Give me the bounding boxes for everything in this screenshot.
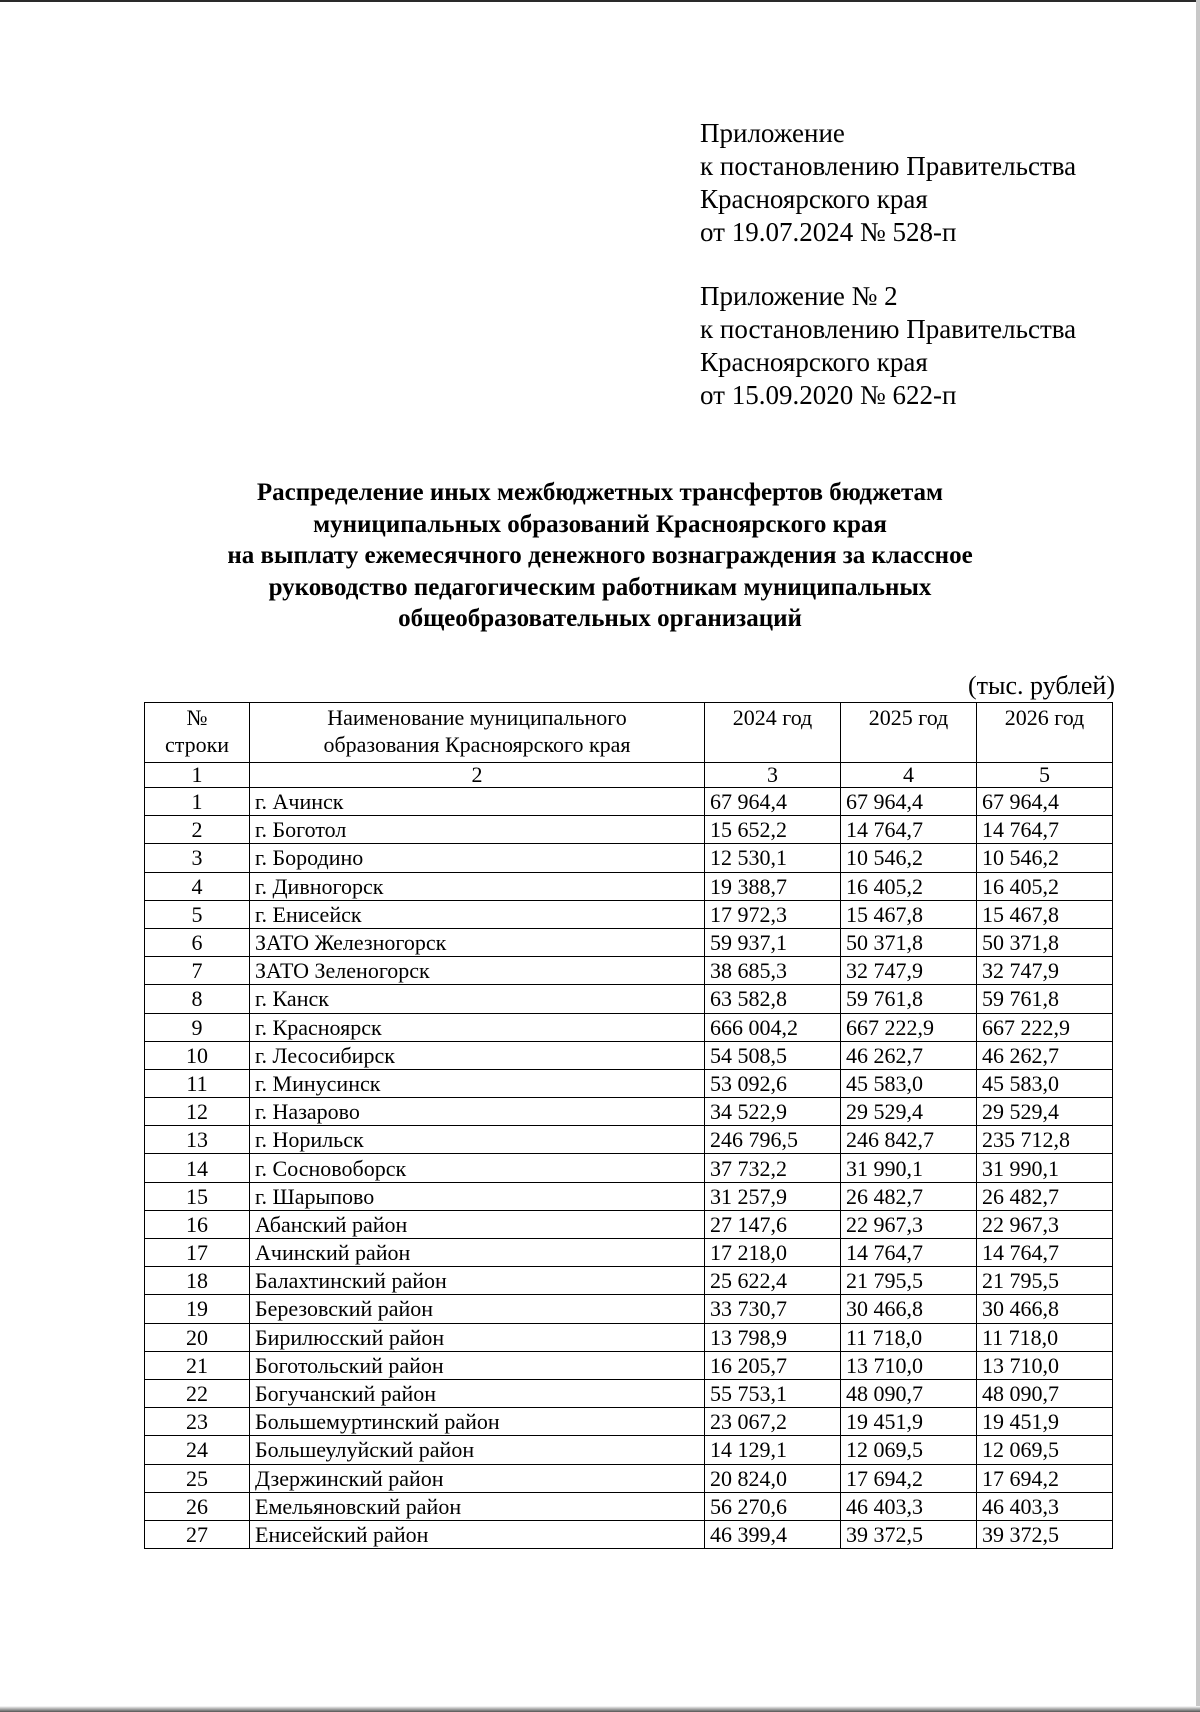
value-2024-cell: 59 937,1: [705, 928, 841, 956]
table-row: [145, 1323, 1113, 1351]
value-2024-cell: 31 257,9: [705, 1182, 841, 1210]
value-2026-cell: 21 795,5: [977, 1267, 1113, 1295]
value-2024-cell: 17 972,3: [705, 900, 841, 928]
value-2026-cell: 10 546,2: [977, 844, 1113, 872]
municipality-name-cell: Балахтинский район: [250, 1267, 705, 1295]
row-number-cell: 19: [145, 1295, 250, 1323]
table-row: [145, 1182, 1113, 1210]
municipality-name-cell: Березовский район: [250, 1295, 705, 1323]
value-2024-cell: 17 218,0: [705, 1239, 841, 1267]
value-2024-cell: 38 685,3: [705, 957, 841, 985]
table-row: [145, 1154, 1113, 1182]
table-row: [145, 985, 1113, 1013]
row-number-cell: 5: [145, 900, 250, 928]
row-number-cell: 2: [145, 816, 250, 844]
table-row: [145, 1408, 1113, 1436]
value-2026-cell: 45 583,0: [977, 1069, 1113, 1097]
value-2025-cell: 14 764,7: [841, 816, 977, 844]
row-number-cell: 4: [145, 872, 250, 900]
municipality-name-cell: Ачинский район: [250, 1239, 705, 1267]
value-2024-cell: 37 732,2: [705, 1154, 841, 1182]
value-2025-cell: 21 795,5: [841, 1267, 977, 1295]
value-2025-cell: 59 761,8: [841, 985, 977, 1013]
column-number: 1: [145, 763, 250, 788]
header-row-number-line: строки: [164, 732, 230, 757]
value-2024-cell: 12 530,1: [705, 844, 841, 872]
value-2025-cell: 26 482,7: [841, 1182, 977, 1210]
table-row: [145, 1464, 1113, 1492]
municipality-name-cell: ЗАТО Железногорск: [250, 928, 705, 956]
value-2025-cell: 31 990,1: [841, 1154, 977, 1182]
table-row: [145, 844, 1113, 872]
value-2025-cell: 11 718,0: [841, 1323, 977, 1351]
value-2026-cell: 32 747,9: [977, 957, 1113, 985]
value-2025-cell: 46 262,7: [841, 1041, 977, 1069]
value-2025-cell: 48 090,7: [841, 1379, 977, 1407]
table-row: [145, 872, 1113, 900]
municipality-name-cell: г. Лесосибирск: [250, 1041, 705, 1069]
value-2026-cell: 22 967,3: [977, 1210, 1113, 1238]
row-number-cell: 12: [145, 1098, 250, 1126]
value-2026-cell: 48 090,7: [977, 1379, 1113, 1407]
units-label: (тыс. рублей): [967, 671, 1115, 700]
appendix-original-line: к постановлению Правительства: [700, 314, 1077, 344]
value-2024-cell: 19 388,7: [705, 872, 841, 900]
municipality-name-cell: ЗАТО Зеленогорск: [250, 957, 705, 985]
table-row: [145, 1126, 1113, 1154]
value-2026-cell: 26 482,7: [977, 1182, 1113, 1210]
appendix-original-line: от 15.09.2020 № 622-п: [700, 380, 957, 410]
value-2024-cell: 16 205,7: [705, 1351, 841, 1379]
title-line: Распределение иных межбюджетных трансфертов бюджетам: [256, 479, 944, 506]
municipality-name-cell: Дзержинский район: [250, 1464, 705, 1492]
municipality-name-cell: г. Бородино: [250, 844, 705, 872]
appendix-original-line: Приложение № 2: [700, 281, 898, 311]
table-row: [145, 928, 1113, 956]
value-2026-cell: 67 964,4: [977, 788, 1113, 816]
appendix-current-header: [700, 117, 1076, 249]
row-number-cell: 16: [145, 1210, 250, 1238]
value-2026-cell: 31 990,1: [977, 1154, 1113, 1182]
value-2025-cell: 30 466,8: [841, 1295, 977, 1323]
row-number-cell: 27: [145, 1520, 250, 1548]
value-2024-cell: 34 522,9: [705, 1098, 841, 1126]
table-row: [145, 1436, 1113, 1464]
table-row: [145, 816, 1113, 844]
value-2025-cell: 15 467,8: [841, 900, 977, 928]
row-number-cell: 10: [145, 1041, 250, 1069]
value-2026-cell: 15 467,8: [977, 900, 1113, 928]
value-2024-cell: 33 730,7: [705, 1295, 841, 1323]
value-2026-cell: 17 694,2: [977, 1464, 1113, 1492]
row-number-cell: 6: [145, 928, 250, 956]
value-2024-cell: 55 753,1: [705, 1379, 841, 1407]
row-number-cell: 18: [145, 1267, 250, 1295]
value-2024-cell: 54 508,5: [705, 1041, 841, 1069]
table-row: [145, 1069, 1113, 1097]
value-2026-cell: 13 710,0: [977, 1351, 1113, 1379]
value-2025-cell: 17 694,2: [841, 1464, 977, 1492]
value-2025-cell: 667 222,9: [841, 1013, 977, 1041]
municipality-name-cell: г. Ачинск: [250, 788, 705, 816]
value-2026-cell: 14 764,7: [977, 816, 1113, 844]
municipality-name-cell: г. Канск: [250, 985, 705, 1013]
column-number-row: [145, 763, 1113, 788]
value-2024-cell: 25 622,4: [705, 1267, 841, 1295]
appendix-current-line: Приложение: [700, 118, 845, 148]
value-2024-cell: 23 067,2: [705, 1408, 841, 1436]
table-row: [145, 1379, 1113, 1407]
appendix-current-line: к постановлению Правительства: [700, 151, 1077, 181]
value-2026-cell: 12 069,5: [977, 1436, 1113, 1464]
header-name-line: Наименование муниципального: [327, 705, 627, 730]
value-2025-cell: 32 747,9: [841, 957, 977, 985]
municipality-name-cell: Богучанский район: [250, 1379, 705, 1407]
row-number-cell: 15: [145, 1182, 250, 1210]
table-row: [145, 1295, 1113, 1323]
row-number-cell: 3: [145, 844, 250, 872]
scan-edge-right: [1196, 0, 1200, 1712]
row-number-cell: 17: [145, 1239, 250, 1267]
municipality-name-cell: Большемуртинский район: [250, 1408, 705, 1436]
municipality-name-cell: Абанский район: [250, 1210, 705, 1238]
scan-edge-bottom: [0, 1706, 1200, 1712]
value-2025-cell: 67 964,4: [841, 788, 977, 816]
table-row: [145, 1267, 1113, 1295]
value-2024-cell: 666 004,2: [705, 1013, 841, 1041]
municipality-name-cell: г. Красноярск: [250, 1013, 705, 1041]
table-row: [145, 1492, 1113, 1520]
table-body: [145, 788, 1113, 1549]
value-2026-cell: 46 262,7: [977, 1041, 1113, 1069]
table-row: [145, 1210, 1113, 1238]
table-row: [145, 1520, 1113, 1548]
column-number: 4: [841, 763, 977, 788]
table-row: [145, 1041, 1113, 1069]
value-2026-cell: 19 451,9: [977, 1408, 1113, 1436]
title-line: на выплату ежемесячного денежного вознаграждения за классное: [227, 542, 973, 569]
document-title: [150, 477, 1050, 635]
value-2025-cell: 14 764,7: [841, 1239, 977, 1267]
value-2026-cell: 59 761,8: [977, 985, 1113, 1013]
row-number-cell: 9: [145, 1013, 250, 1041]
row-number-cell: 22: [145, 1379, 250, 1407]
table-row: [145, 957, 1113, 985]
row-number-cell: 26: [145, 1492, 250, 1520]
row-number-cell: 25: [145, 1464, 250, 1492]
municipality-name-cell: Бирилюсский район: [250, 1323, 705, 1351]
value-2024-cell: 53 092,6: [705, 1069, 841, 1097]
table-row: [145, 1013, 1113, 1041]
row-number-cell: 7: [145, 957, 250, 985]
municipality-name-cell: Большеулуйский район: [250, 1436, 705, 1464]
value-2025-cell: 39 372,5: [841, 1520, 977, 1548]
row-number-cell: 20: [145, 1323, 250, 1351]
appendix-current-line: от 19.07.2024 № 528-п: [700, 217, 957, 247]
value-2025-cell: 10 546,2: [841, 844, 977, 872]
row-number-cell: 1: [145, 788, 250, 816]
scan-edge-top: [0, 0, 1200, 2]
value-2025-cell: 13 710,0: [841, 1351, 977, 1379]
table-row: [145, 1351, 1113, 1379]
appendix-current-line: Красноярского края: [700, 184, 928, 214]
municipality-name-cell: г. Енисейск: [250, 900, 705, 928]
municipality-name-cell: г. Норильск: [250, 1126, 705, 1154]
value-2025-cell: 16 405,2: [841, 872, 977, 900]
value-2024-cell: 27 147,6: [705, 1210, 841, 1238]
value-2024-cell: 56 270,6: [705, 1492, 841, 1520]
title-line: руководство педагогическим работникам муниципальных: [268, 573, 932, 601]
table-row: [145, 788, 1113, 816]
value-2024-cell: 15 652,2: [705, 816, 841, 844]
value-2025-cell: 29 529,4: [841, 1098, 977, 1126]
table-row: [145, 1098, 1113, 1126]
value-2026-cell: 39 372,5: [977, 1520, 1113, 1548]
header-year-2025: 2025 год: [841, 703, 977, 763]
value-2026-cell: 235 712,8: [977, 1126, 1113, 1154]
municipality-name-cell: г. Минусинск: [250, 1069, 705, 1097]
municipality-name-cell: г. Боготол: [250, 816, 705, 844]
column-number: 5: [977, 763, 1113, 788]
value-2025-cell: 50 371,8: [841, 928, 977, 956]
row-number-cell: 11: [145, 1069, 250, 1097]
value-2024-cell: 246 796,5: [705, 1126, 841, 1154]
distribution-table: [144, 702, 1113, 1549]
row-number-cell: 8: [145, 985, 250, 1013]
value-2026-cell: 30 466,8: [977, 1295, 1113, 1323]
column-number: 2: [250, 763, 705, 788]
value-2026-cell: 16 405,2: [977, 872, 1113, 900]
municipality-name-cell: Боготольский район: [250, 1351, 705, 1379]
appendix-original-line: Красноярского края: [700, 347, 928, 377]
appendix-original-header: [700, 280, 1076, 412]
value-2024-cell: 63 582,8: [705, 985, 841, 1013]
municipality-name-cell: г. Назарово: [250, 1098, 705, 1126]
value-2026-cell: 46 403,3: [977, 1492, 1113, 1520]
title-line: общеобразовательных организаций: [398, 605, 802, 632]
municipality-name-cell: Емельяновский район: [250, 1492, 705, 1520]
value-2024-cell: 46 399,4: [705, 1520, 841, 1548]
value-2026-cell: 50 371,8: [977, 928, 1113, 956]
header-row-number: [145, 703, 250, 763]
value-2026-cell: 667 222,9: [977, 1013, 1113, 1041]
row-number-cell: 24: [145, 1436, 250, 1464]
value-2025-cell: 12 069,5: [841, 1436, 977, 1464]
header-municipality-name: [250, 703, 705, 763]
header-year-2024: 2024 год: [705, 703, 841, 763]
municipality-name-cell: г. Сосновоборск: [250, 1154, 705, 1182]
value-2026-cell: 29 529,4: [977, 1098, 1113, 1126]
row-number-cell: 14: [145, 1154, 250, 1182]
header-name-line: образования Красноярского края: [323, 732, 631, 757]
value-2024-cell: 20 824,0: [705, 1464, 841, 1492]
value-2024-cell: 13 798,9: [705, 1323, 841, 1351]
title-line: муниципальных образований Красноярского края: [313, 510, 887, 538]
municipality-name-cell: г. Шарыпово: [250, 1182, 705, 1210]
row-number-cell: 13: [145, 1126, 250, 1154]
value-2025-cell: 246 842,7: [841, 1126, 977, 1154]
value-2026-cell: 14 764,7: [977, 1239, 1113, 1267]
table-row: [145, 1239, 1113, 1267]
value-2024-cell: 67 964,4: [705, 788, 841, 816]
value-2025-cell: 22 967,3: [841, 1210, 977, 1238]
municipality-name-cell: Енисейский район: [250, 1520, 705, 1548]
value-2025-cell: 19 451,9: [841, 1408, 977, 1436]
header-year-2026: 2026 год: [977, 703, 1113, 763]
row-number-cell: 23: [145, 1408, 250, 1436]
municipality-name-cell: г. Дивногорск: [250, 872, 705, 900]
column-number: 3: [705, 763, 841, 788]
row-number-cell: 21: [145, 1351, 250, 1379]
table-header-row: [145, 703, 1113, 763]
table-row: [145, 900, 1113, 928]
value-2024-cell: 14 129,1: [705, 1436, 841, 1464]
value-2025-cell: 45 583,0: [841, 1069, 977, 1097]
value-2026-cell: 11 718,0: [977, 1323, 1113, 1351]
header-row-number-line: №: [186, 705, 208, 730]
value-2025-cell: 46 403,3: [841, 1492, 977, 1520]
